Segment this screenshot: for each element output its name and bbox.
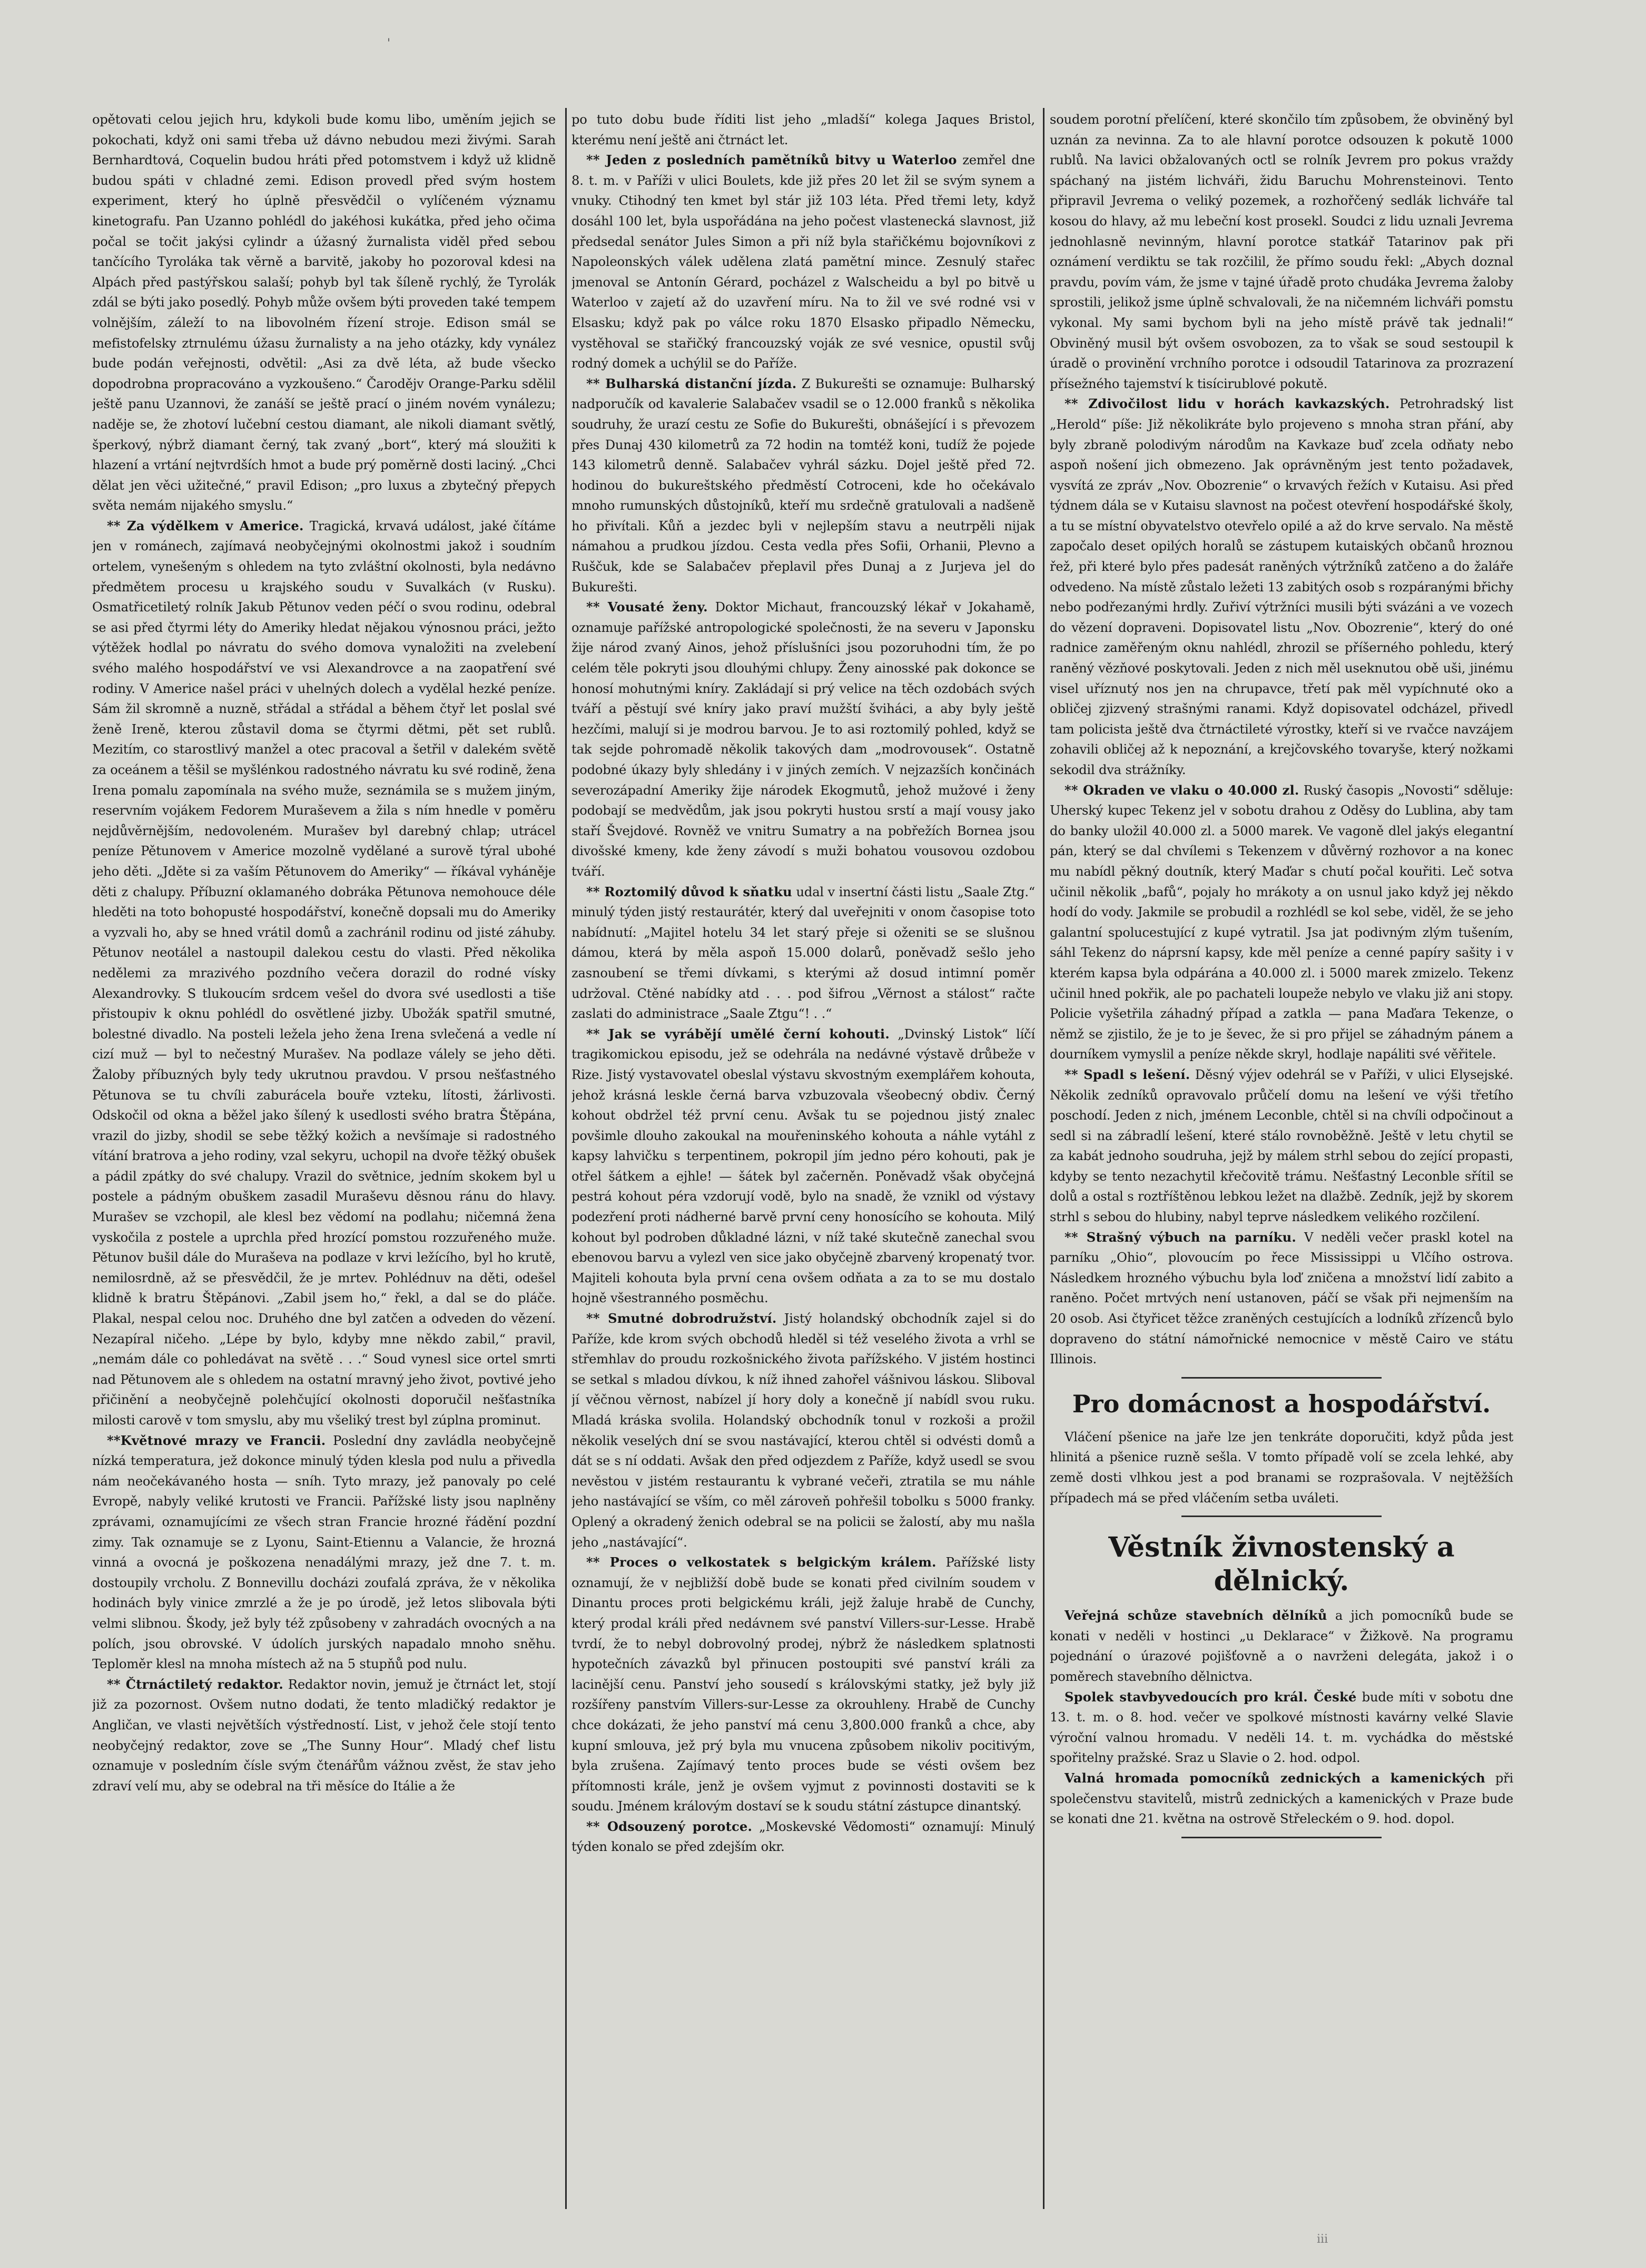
article-heading: ** Okraden ve vlaku o 40.000 zl.	[1065, 782, 1299, 798]
column-rule-1	[565, 108, 567, 2209]
article-text: Petrohradský list „Herold“ píše: Již několikráte bylo projeveno s mnoha stran přání, aby byly zbraně polodivým národům na Kavkaze buď zcela odňaty nebo aspoň nošení jich obmezeno. Jak oprávněným jest tento požadavek, vysvítá ze zpráv „Nov. Obozrenie“ o krvavých řežích v Kutaisu. Asi před týdnem dála se v Kutaisu slavnost na počest otevření hospodářské školy, a tu se místní obyvatelstvo otevřelo opilé a až do krve servalo. Na městě započalo deset opilých horalů se zástupem kutaiských občanů hroznou řež, při které bylo přes padesát raněných výtržníků zatčeno a do žaláře odvedeno. Na místě zůstalo ležeti 13 zabitých osob s rozpáranými břichy nebo podřezanými hrdly. Zuřiví výtržníci musili býti svázáni a ve vozech do vězení dopraveni. Dopisovatel listu „Nov. Obozrenie“, který do oné radnice zaměřeným oknu nahlédl, zhrozil se příšerného pohledu, který raněný vězňové poskytovali. Jeden z nich měl useknutou obě uši, jinému visel uříznutý nos jen na chrupavce, třetí pak měl vypíchnuté oko a obličej zjizvený strašnými ranami. Když dopisovatel odcházel, přivedl tam policista ještě dva čtrnáctileté výrostky, kteří si ve rvačce navzájem zohavili obličej až k nepoznání, a krejčovského tovaryše, který nožkami sekodil dva strážníky.	[1050, 397, 1513, 777]
article	[571, 1552, 1035, 1817]
article	[571, 150, 1035, 374]
article	[92, 516, 556, 1431]
bottom-mark: iii	[1317, 2233, 1328, 2246]
article-heading: ** Spadl s lešení.	[1065, 1066, 1190, 1082]
article-text: Redaktor novin, jemuž je čtrnáct let, stojí již za pozornost. Ovšem nutno dodati, že tento mladičký redaktor je Angličan, ve vlasti největších výstředností. List, v jehož čele stojí tento neobyčejný redaktor, zove se „The Sunny Hour“. Mladý chef listu oznamuje v posledním čísle svým čtenářům vážnou zvěst, že stav jeho zdraví velí mu, aby se odebral na tři měsíce do Itálie a že	[92, 1677, 556, 1794]
article-heading: ** Smutné dobrodružství.	[586, 1311, 777, 1326]
article	[571, 1024, 1035, 1309]
article-text: zemřel dne 8. t. m. v Paříži v ulici Boulets, kde již přes 20 let žil se svým synem a vnuky. Ctihodný ten kmet byl stár již 103 léta. Před třemi lety, když dosáhl 100 let, byla uspořádána na jeho počest vlastenecká slavnost, již předsedal senátor Jules Simon a při níž byla stařičkému bojovníkovi z Napoleonských válek udělena zlatá pamětní mince. Zesnulý stařec jmenoval se Antonín Gérard, pocházel z Walscheidu a byl po bitvě u Waterloo v zajetí až do uzavření míru. Na to žil ve své rodné vsi v Elsasku; když pak po válce roku 1870 Elsasko připadlo Německu, vystěhoval se stařičký francouzský voják ze své vesnice, opustil svůj rodný domek a uchýlil se do Paříže.	[571, 153, 1035, 371]
article-text: bude míti v sobotu dne 13. t. m. o 8. hod. večer ve spolkové místnosti kavárny velké Slavie výroční valnou hromadu. V neděli 14. t. m. vychádka do městské spořitelny pražské. Sraz u Slavie o 2. hod. odpol.	[1050, 1689, 1513, 1766]
article-text: Poslední dny zavládla neobyčejně nízká temperatura, jež dokonce minulý týden klesla pod nulu a přivedla nám neočekávaného hosta — sníh. Tyto mrazy, jež panovaly po celé Evropě, nabyly veliké krutosti ve Francii. Pařížské listy jsou naplněny zprávami, oznamujícími ze všech stran Francie hrozné řádění pozdní zimy. Tak oznamuje se z Lyonu, Saint-Etiennu a Valancie, že hrozná vinná a ovocná je poškozena nenadálými mrazy, jež dne 7. t. m. dostoupily vrcholu. Z Bonnevillu docházi zoufalá zpráva, že v několika hodinách byly vinice zmrzlé a že je po úrodě, jež letos slibovala býti velmi slibnou. Škody, jež byly též způsobeny v zahradách ovocných a na polích, jsou obrovské. V údolích jurských napadalo mnoho sněhu. Teploměr klesl na mnoha místech až na 5 stupňů pod nulu.	[92, 1433, 556, 1672]
article-heading: ** Čtrnáctiletý redaktor.	[107, 1676, 283, 1692]
article-heading: Spolek stavbyvedoucích pro král. České	[1065, 1689, 1357, 1705]
article-text: při společenstvu stavitelů, mistrů zednických a kamenických v Praze bude se konati dne 21. května na ostrově Střeleckém o 9. hod. dopol.	[1050, 1770, 1513, 1827]
article-heading: ** Jeden z posledních pamětníků bitvy u Waterloo	[586, 152, 957, 168]
article-heading: ** Odsouzený porotce.	[586, 1818, 753, 1834]
article-text: „Moskevské Vědomosti“ oznamují: Minulý týden konalo se před zdejším okr.	[571, 1819, 1035, 1855]
article-text: Pařížské listy oznamují, že v nejbližší době bude se konati před civilním soudem v Dinantu proces proti belgickému králi, jejž žaluje hrabě de Cunchy, který prodal králi před nedávnem své panství Villers-sur-Lesse. Hrabě tvrdí, že to nebyl dobrovolný prodej, nýbrž že následkem splatnosti hypotečních závazků byl přinucen postoupiti své panství králi za lacinější cenu. Panství jeho sousedí s královskými statky, jež byly již rozšířeny panstvím Villers-sur-Lesse za okrouhleny. Hrabě de Cunchy chce dokázati, že jeho panství má cenu 3,800.000 franků a chce, aby kupní smlouva, jež prý byla mu vnucena způsobem nikoliv pocitivým, byla zrušena. Zajímavý tento proces bude se vésti ovšem bez přítomnosti krále, jenž je ovšem vyjmut z povinnosti dostaviti se k soudu. Jménem královým dostaví se k soudu státní zástupce dinantský.	[571, 1555, 1035, 1814]
article-text: Děsný výjev odehrál se v Paříži, v ulici Elysejské. Několik zedníků opravovalo průčelí domu na lešení ve výši třetího poschodí. Jeden z nich, jménem Leconble, chtěl si na chvíli odpočinout a sedl si na zábradlí lešení, které stálo rovnoběžně. Ještě v letu chytil se za kabát jednoho soudruha, jejž by málem strhl sebou do zející propasti, kdyby se tento nezachytil křečovitě trámu. Nešťastný Leconble sřítil se dolů a ostal s roztříštěnou lebkou ležet na dlažbě. Zedník, jejž by skorem strhl s sebou do hlubiny, nabyl teprve následkem velikého rozčilení.	[1050, 1067, 1513, 1225]
article	[571, 374, 1035, 598]
article-text: po tuto dobu bude říditi list jeho „mladší“ kolega Jaques Bristol, kterému není ještě ani čtrnáct let.	[571, 112, 1035, 147]
article-text: Tragická, krvavá událost, jaké čítáme jen v románech, zajímavá neobyčejnými okolnostmi jakož i soudním ortelem, vynešeným s ohledem na tyto zvláštní okolnosti, byla nedávno předmětem procesu u krajského soudu v Suvalkách (v Rusku). Osmatřicetiletý rolník Jakub Pětunov veden péčí o svou rodinu, odebral se asi před čtyrmi léty do Ameriky hledat nějakou výnosnou práci, ježto výtěžek hodlal po návratu do svého domova vynaložiti na zvelebení svého malého hospodářství ve vsi Alexandrovce a na zaopatření své rodiny. V Americe našel práci v uhelných dolech a vydělal hezké peníze. Sám žil skromně a nuzně, střádal a střádal a během čtyř let poslal své ženě Ireně, kterou zůstavil doma se čtyrmi dětmi, pět set rublů. Mezitím, co starostlivý manžel a otec pracoval a šetřil v dalekém světě za oceánem a těšil se myšlénkou radostného návratu ku své rodině, žena Irena pomalu zapomínala na svého muže, seznámila se s mužem jiným, reservním vojákem Fedorem Muraševem a žila s ním hnedle v poměru nejdůvěrnějším, nedovoleném. Murašev byl darebný chlap; utrácel peníze Pětunovem v Americe mozolně vydělané a surově týral ubohé jeho děti. „Jděte si za vaším Pětunovem do Ameriky“ — říkával vyháněje děti z chalupy. Příbuzní oklamaného dobráka Pětunova nemohouce déle hleděti na toto bohopusté hospodářství, konečně dopsali mu do Ameriky a vyzvali ho, aby se hned vrátil domů a zachránil rodinu od jisté záhuby. Pětunov neotálel a nastoupil dalekou cestu do vlasti. Před několika nedělemi za mrazivého pozdního večera dorazil do rodné vísky Alexandrovky. S tlukoucím srdcem vešel do dvora své usedlosti a tiše přistoupiv k oknu pohlédl do osvětlené jizby. Ubožák spatřil smutné, bolestné divadlo. Na posteli ležela jeho žena Irena svlečená a vedle ní cizí muž — byl to nečestný Murašev. Na podlaze válely se jeho děti. Žaloby příbuzných byly tedy ukrutnou pravdou. V prsou nešťastného Pětunova se tu chvíli zaburácela bouře vzteku, lítosti, žárlivosti. Odskočil od okna a běžel jako šílený k usedlosti svého bratra Štěpána, vrazil do jizby, shodil se sebe těžký kožich a nevšímaje si radostného vítání bratrova a jeho rodiny, vzal sekyru, uchopil na dvoře těžký obušek a pádil zpátky do své chalupy. Vrazil do světnice, jedním skokem byl u postele a pádným obuškem zasadil Muraševu děsnou ránu do hlavy. Murašev se vzchopil, ale klesl bez vědomí na podlahu; ničemná žena vyskočila z postele a uprchla před hrozící pomstou rozzuřeného muže. Pětunov bušil dále do Muraševa na podlaze v krvi ležícího, byl ho krutě, nemilosrdně, až se přesvědčil, že je mrtev. Pohlédnuv na děti, odešel klidně k bratru Štěpánovi. „Zabil jsem ho,“ řekl, a dal se do pláče. Plakal, nespal celou noc. Druhého dne byl zatčen a odveden do vězení. Nezapíral ničeho. „Lépe by bylo, kdyby mne někdo zabil,“ pravil, „nemám dále co pohledávat na světě . . .“ Soud vynesl sice ortel smrti nad Pětunovem ale s ohledem na ostatní mravný jeho život, povtivé jeho přičinění a neobyčejně polehčující okolnosti doporučil nešťastníka milosti carově v tom smyslu, aby mu všeliký trest byl zúplna prominut.	[92, 518, 556, 1428]
article	[1050, 1606, 1513, 1687]
article-text: Vláčení pšenice na jaře lze jen tenkráte doporučiti, když půda jest hlinitá a pšenice ruzně sešla. V tomto případě volí se zcela lehké, aby země dosti vlhkou jest a pod branami se rozprašovala. V nejtěžších případech má se před vláčením setba uváleti.	[1050, 1429, 1513, 1506]
section-divider	[1181, 1377, 1382, 1379]
article-text: V neděli večer praskl kotel na parníku „Ohio“, plovoucím po řece Mississippi u Vlčího ostrova. Následkem hrozného výbuchu byla loď zničena a množství lidí zabito a raněno. Počet mrtvých není ustanoven, páčí se však při nejmenším na 20 osob. Asi čtyřicet těžce zraněných cestujících a lodníků zřízenců bylo dopraveno do státní námořnické nemocnice v městě Cairo ve státu Illinois.	[1050, 1230, 1513, 1367]
article-heading: ** Roztomilý důvod k sňatku	[586, 884, 792, 899]
article	[1050, 780, 1513, 1065]
article	[571, 597, 1035, 882]
article-text: opětovati celou jejich hru, kdykoli bude komu libo, uměním jejich se pokochati, když oni sami třeba už dávno nebudou mezi živými. Sarah Bernhardtová, Coquelin budou hráti před potomstvem i když už klidně budou spáti v chladné zemi. Edison provedl před svým hostem experiment, který ho úplně přesvědčil o vylíčeném významu kinetografu. Pan Uzanno pohlédl do jakéhosi kukátka, před jeho očima počal se točit jakýsi cylindr a úžasný žurnalista viděl před sebou tančícího Tyroláka tak věrně a barvitě, jakoby ho pozoroval kdesi na Alpách před pastýřskou salaší; pohyb byl tak šíleně rychlý, že Tyrolák zdál se býti jako posedlý. Pohyb může ovšem býti proveden také tempem volnějším, záleží to na libovolném řízení stroje. Edison smál se mefistofelsky ztrnulému úžasu žurnalisty a na jeho otázky, kdy vynález bude podán veřejnosti, odvětil: „Asi za dvě léta, až bude všecko dopodrobna propracováno a vyzkoušeno.“ Čarodějv Orange-Parku sdělil ještě panu Uzannovi, že zanáší se ještě prací o jiném novém vynálezu; naděje se, že zhotoví lučební cestou diamant, ale nikoli diamant světlý, šperkový, nýbrž diamant černý, tak zvaný „bort“, který má sloužiti k hlazení a vrtání nejtvrdších hmot a bude prý poměrně dosti laciný. „Chci dělat jen věci užitečné,“ pravil Edison; „pro luxus a zbytečný přepych světa nemám nijakého smyslu.“	[92, 112, 556, 513]
article-heading: ** Proces o velkostatek s belgickým králem.	[586, 1554, 937, 1570]
section-heading-household: Pro domácnost a hospodářství.	[1072, 1389, 1491, 1418]
article-text: a jich pomocníků bude se konati v neděli v hostinci „u Deklarace“ v Žižkově. Na programu pojednání o úrazové pojišťovně a o navrženi delegáta, jakož i o poměrech stavebního dělnictva.	[1050, 1608, 1513, 1684]
article-text: Jistý holandský obchodník zajel si do Paříže, kde krom svých obchodů hleděl si též veselého života a vrhl se střemhlav do proudu rozkošnického života pařížského. V jistém hostinci se setkal s mladou dívkou, k níž ihned zahořel vášnivou láskou. Sliboval jí věčnou věrnost, nabízel jí hory doly a konečně jí nabídl svou ruku. Mladá kráska svolila. Holandský obchodník tonul v rozkoši a prožil několik veselých dní se svou nastávající, kterou chtěl si odvésti domů a dát se s ní oddati. Avšak den před odjezdem z Paříže, když usedl se svou nevěstou v jistém restaurantu k vybrané večeři, ztratila se mu náhle jeho nastávající se vším, co měl zároveň pohřešil tobolku s 5000 franky. Oplený a okradený ženich odebral se na policii se žalostí, aby mu našla jeho „nastávající“.	[571, 1311, 1035, 1550]
article	[1050, 394, 1513, 780]
article-heading: ** Bulharská distanční jízda.	[586, 375, 797, 391]
article-heading: ** Zdivočilost lidu v horách kavkazských.	[1065, 396, 1390, 412]
article	[92, 1675, 556, 1797]
article-heading: ** Jak se vyrábějí umělé černí kohouti.	[586, 1026, 890, 1042]
top-mark: '	[387, 37, 391, 50]
article	[1050, 1768, 1513, 1829]
article-heading: ** Vousaté ženy.	[586, 599, 708, 615]
article-text: soudem porotní přelíčení, které skončilo tím způsobem, že obviněný byl uznán za nevinna. Za to ale hlavní porotce odsouzen k pokutě 1000 rublů. Na lavici obžalovaných octl se rolník Jevrem pro pokus vraždy spáchaný na jistém lichváři, židu Baruchu Mohrensteinovi. Tento připravil Jevrema o veliký pozemek, a rozhořčený sedlák lichváře tal kosou do hlavy, až mu lebeční kost prosekl. Soudci z lidu uznali Jevrema jednohlasně nevinným, hlavní porotce statkář Tatarinov pak při oznámení verdiktu se tak rozčilil, že přímo soudu řekl: „Abych doznal pravdu, povím vám, že jsme v tajné úřadě proto chudáka Jevrema žaloby sprostili, jelikož jsme úplně schvalovali, že na ničemném lichváři pomstu vykonal. My sami bychom byli na jeho místě právě tak jednali!“ Obviněný musil být ovšem osvobozen, za to však se soud sestoupil k úradě o provinění vrchního porotce i odsoudil Tatarinova za prozrazení přísežného tajemství k tisícirublové pokutě.	[1050, 112, 1513, 391]
column-2	[571, 110, 1035, 2211]
article	[92, 1431, 556, 1675]
article-heading: ** Strašný výbuch na parníku.	[1065, 1229, 1296, 1245]
section-divider	[1181, 1837, 1382, 1838]
section-divider	[1181, 1516, 1382, 1517]
column-3	[1050, 110, 1513, 2211]
article-text: Doktor Michaut, francouzský lékař v Jokahamě, oznamuje pařížské antropologické společnosti, že na severu v Japonsku žije národ zvaný Ainos, jehož příslušníci jsou pozoruhodni tím, že po celém těle pokryti jsou dlouhými chlupy. Ženy ainosské pak dokonce se honosí mohutnými kníry. Zakládají si prý velice na těch ozdobách svých tváří a pěstují své kníry jako praví mužští šviháci, a aby byly ještě hezčími, malují si je modrou barvou. Je to asi roztomilý pohled, když se tak sejde pohromadě několik takových dam „modrovousek“. Ostatně podobné úkazy byly shledány i v jiných zemích. V nejzazších končinách severozápadní Ameriky žije národek Ekogmutů, jehož mužové i ženy podobají se medvědům, jak jsou pokryti hustou srstí a mají vousy jako staří Švejdové. Rovněž ve vnitru Sumatry a na pobřežích Bornea jsou divošské kmeny, kde ženy závodí s muži bohatou vousovou ozdobou tváří.	[571, 600, 1035, 879]
article	[571, 1817, 1035, 1857]
article-heading: Valná hromada pomocníků zednických a kamenických	[1065, 1770, 1485, 1786]
article	[1050, 1687, 1513, 1768]
article-text: „Dvinský Listok“ líčí tragikomickou episodu, jež se odehrála na nedávné výstavě drůbeže v Rize. Jistý vystavovatel obeslal výstavu skvostným exemplářem kohouta, jehož krásná leskle černá barva vzbuzovala všeobecný obdiv. Černý kohout obdržel též první cenu. Avšak tu se pojednou jistý znalec povšimle dlouho zakoukal na mouřeninského kohouta a náhle vytáhl z kapsy lahvičku s terpentinem, pokropil jím jedno péro kohouti, pak je otřel šátkem a ejhle! — šátek byl začerněn. Poněvadž však obyčejná pestrá kohout péra vzdorují vodě, bylo na snadě, že vznikl od výstavy podezření proti nádherné barvě první ceny honosícího se kohouta. Milý kohout byl podroben důkladné lázni, v níž také skutečně zanechal svou ebenovou barvu a vylezl ven sice jako obyčejně zbarvený kropenatý tvor. Majiteli kohouta byla první cena ovšem odňata a za to se mu dostalo hojně všestranného posměchu.	[571, 1026, 1035, 1306]
column-1	[92, 110, 556, 2211]
column-rule-2	[1043, 108, 1044, 2209]
article	[1050, 1065, 1513, 1227]
article-text: Z Bukurešti se oznamuje: Bulharský nadporučík od kavalerie Salabačev vsadil se o 12.000 franků s několika soudruhy, že urazí cestu ze Sofie do Bukurešti, obnášející i s převozem přes Dunaj 430 kilometrů za 72 hodin na tomtéž koni, tudíž že pojede 143 kilometrů denně. Salabačev vyhrál sázku. Dojel ještě před 72. hodinou do bukureštského předměstí Cotroceni, kde ho očekávalo mnoho rumunských důstojníků, kteří mu srdečně gratulovali a nadšeně ho přivítali. Kůň a jezdec byli v nejlepším stavu a neutrpěli nijak námahou a prudkou jízdou. Cesta vedla přes Sofii, Orhanii, Plevno a Ruščuk, kde se Salabačev přeplavil přes Dunaj a z Jurjeva jel do Bukurešti.	[571, 376, 1035, 595]
article-text: Ruský časopis „Novosti“ sděluje: Uherský kupec Tekenz jel v sobotu drahou z Oděsy do Lublina, aby tam do banky uložil 40.000 zl. a 5000 marek. Ve vagoně dlel jakýs elegantní pán, který se dal chvílemi s Tekenzem v důvěrný rozhovor a na konec mu nabídl pěkný doutník, který Maďar s chutí počal kouřiti. Leč sotva učinil několik „bafů“, pojaly ho mrákoty a on usnul jako když jej někdo hodí do vody. Jakmile se probudil a rozhlédl se kol sebe, viděl, že se jeho galantní spolucestující z kupé vytratil. Jsa jat podivným zlým tušením, sáhl Tekenz do náprsní kapsy, kde měl peníze a cenné papíry sašity i v kterém kapsa byla odpárána a 40.000 zl. i 5000 marek zmizelo. Tekenz učinil hned pokřik, ale po pachateli loupeže nebylo ve vlaku již ani stopy. Policie vyšetřila záhadný případ a zatkla — pana Maďara Tekenze, o němž se zjistilo, že je to je ševec, že si pro přijel se záhadným pánem a dourníkem vymyslil a peníze někde skryl, hodlaje napáliti své věřitele.	[1050, 783, 1513, 1062]
article-heading: **Květnové mrazy ve Francii.	[107, 1432, 326, 1448]
article-heading: Veřejná schůze stavebních dělníků	[1065, 1608, 1327, 1623]
article	[1050, 1227, 1513, 1370]
article	[571, 1309, 1035, 1552]
section-heading-trade: Věstník živnostenský a dělnický.	[1108, 1531, 1455, 1598]
article-text: udal v insertní části listu „Saale Ztg.“ minulý týden jistý restaurátér, který dal uveřejniti v onom časopise toto nabídnutí: „Majitel hotelu 34 let starý přeje si oženiti se se slušnou dámou, která by měla aspoň 15.000 dolarů, poněvadž sešlo jeho zasnoubení se třemi dívkami, s kterými až dosud intimní poměr udržoval. Ctěné nabídky atd . . . pod šifrou „Věrnost a stálost“ račte zaslati do administrace „Saale Ztgu“! . .“	[571, 884, 1035, 1022]
article-heading: ** Za výdělkem v Americe.	[107, 518, 304, 533]
article	[571, 882, 1035, 1024]
